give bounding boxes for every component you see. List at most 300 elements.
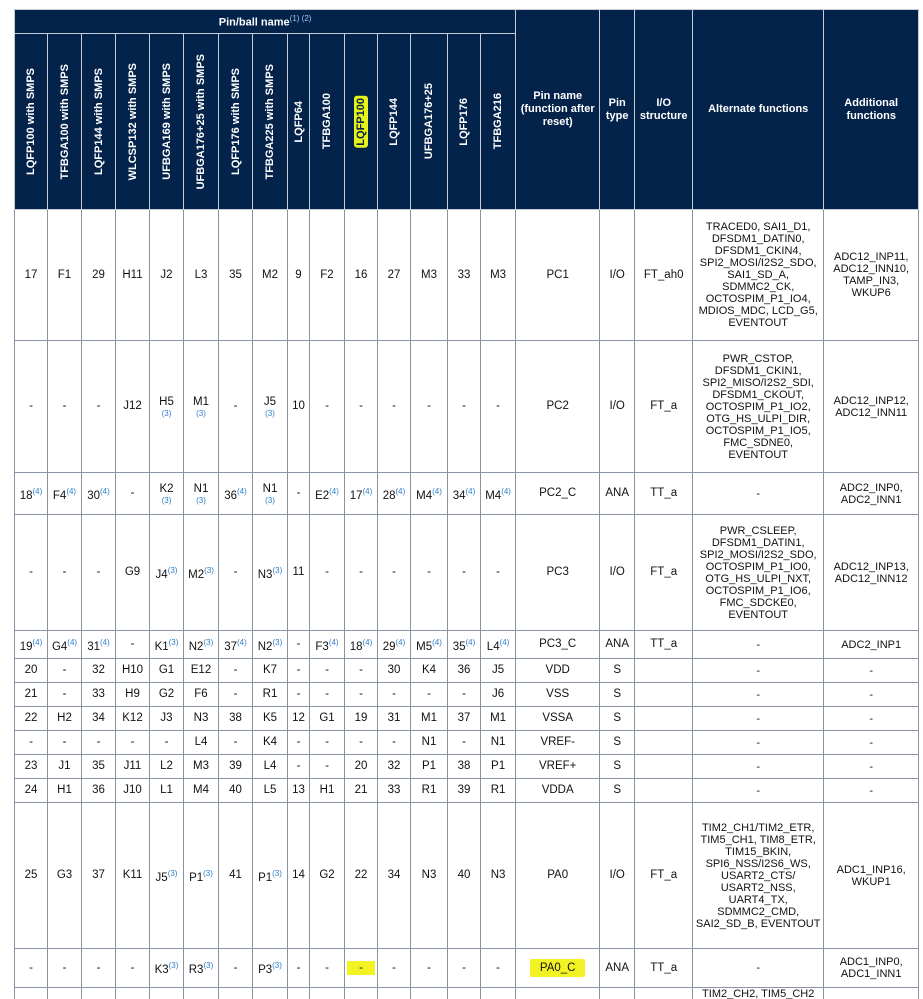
- pin-cell: G9: [116, 515, 150, 631]
- pin-cell: K7: [253, 659, 288, 683]
- pin-type-cell: S: [600, 779, 635, 803]
- footnote-ref: (3): [196, 408, 206, 418]
- pin-cell: -: [310, 949, 345, 988]
- pin-cell: M5$^{(4)}$: [411, 631, 448, 659]
- alternate-functions-cell: -: [693, 683, 824, 707]
- pin-cell: G4$^{(4)}$: [48, 631, 82, 659]
- pin-cell: M4$^{(4)}$: [411, 473, 448, 515]
- alternate-functions-cell: -: [693, 659, 824, 683]
- footnote-ref: (4): [32, 637, 43, 647]
- pin-cell: M4: [184, 779, 219, 803]
- pin-cell: 27: [378, 210, 411, 341]
- package-header: LQFP100: [345, 34, 378, 210]
- pin-cell: H9: [116, 683, 150, 707]
- pin-cell: M2: [253, 210, 288, 341]
- pin-cell: 17$^{(4)}$: [345, 473, 378, 515]
- pin-cell: 38: [448, 755, 481, 779]
- pin-cell: R1: [411, 779, 448, 803]
- pin-cell: 39: [448, 779, 481, 803]
- pin-cell: -: [448, 515, 481, 631]
- footnote-ref: (3): [203, 637, 214, 647]
- footnote-ref: (4): [362, 486, 373, 496]
- pin-cell: 13: [288, 779, 310, 803]
- package-header: UFBGA176+25 with SMPS: [184, 34, 219, 210]
- pin-cell: F2: [310, 210, 345, 341]
- pin-type-cell: S: [600, 731, 635, 755]
- footnote-ref: (3): [203, 961, 214, 971]
- pin-cell: -: [116, 949, 150, 988]
- alternate-functions-cell: TIM2_CH1/TIM2_ETR, TIM5_CH1, TIM8_ETR, TIM15_BKIN, SPI6_NSS/I2S6_WS, USART2_CTS/ USART2_NSS, UART4_TX, SDMMC2_CMD, SAI2_SD_B, EVENTOUT: [693, 803, 824, 949]
- additional-functions-cell: -: [824, 731, 919, 755]
- additional-functions-header: Additional functions: [824, 10, 919, 210]
- pin-cell: 19$^{(4)}$: [15, 631, 48, 659]
- pin-cell: 29: [82, 210, 116, 341]
- pin-cell: M3: [184, 755, 219, 779]
- io-structure-header: I/O structure: [635, 10, 693, 210]
- pin-cell: L4: [253, 755, 288, 779]
- pin-cell: 34$^{(4)}$: [448, 473, 481, 515]
- footnote-ref: (3): [161, 408, 172, 418]
- pin-cell: K2 (3): [150, 473, 184, 515]
- pin-cell: -: [219, 949, 253, 988]
- footnote-ref: (4): [67, 637, 78, 647]
- empty-cell: [48, 988, 82, 999]
- pin-cell: K12: [116, 707, 150, 731]
- pin-cell: 28$^{(4)}$: [378, 473, 411, 515]
- pin-cell: -: [411, 683, 448, 707]
- empty-cell: [15, 988, 48, 999]
- pin-cell: F3$^{(4)}$: [310, 631, 345, 659]
- footnote-ref: (3): [265, 408, 275, 418]
- empty-cell: [310, 988, 345, 999]
- pin-cell: -: [82, 515, 116, 631]
- pin-cell: H11: [116, 210, 150, 341]
- empty-cell: [219, 988, 253, 999]
- footnote-ref: (3): [204, 565, 214, 575]
- pin-cell: 32: [82, 659, 116, 683]
- pin-cell: 30$^{(4)}$: [82, 473, 116, 515]
- pin-cell: 37: [82, 803, 116, 949]
- pin-cell: 39: [219, 755, 253, 779]
- table-row: [15, 210, 919, 341]
- pin-cell: -: [345, 949, 378, 988]
- footnote-ref: (4): [395, 486, 406, 496]
- empty-cell: [481, 988, 516, 999]
- pin-cell: -: [378, 515, 411, 631]
- alternate-functions-cell: TIM2_CH2, TIM5_CH2: [693, 988, 824, 999]
- pin-cell: -: [448, 683, 481, 707]
- pin-name-cell: VDDA: [516, 779, 600, 803]
- footnote-ref: (4): [362, 637, 373, 647]
- footnote-ref: (3): [272, 961, 282, 971]
- pin-cell: R1: [253, 683, 288, 707]
- pin-cell: K5: [253, 707, 288, 731]
- io-structure-cell: FT_ah0: [635, 210, 693, 341]
- pin-cell: 25: [15, 803, 48, 949]
- additional-functions-cell: -: [824, 707, 919, 731]
- pin-cell: J6: [481, 683, 516, 707]
- pin-cell: -: [288, 731, 310, 755]
- pin-cell: -: [15, 341, 48, 473]
- pin-cell: G2: [310, 803, 345, 949]
- pin-cell: 16: [345, 210, 378, 341]
- pin-cell: 35$^{(4)}$: [448, 631, 481, 659]
- pin-cell: M3: [481, 210, 516, 341]
- pin-cell: 17: [15, 210, 48, 341]
- pin-cell: 31: [378, 707, 411, 731]
- pin-name-cell: VDD: [516, 659, 600, 683]
- empty-cell: [635, 988, 693, 999]
- table-row: [15, 473, 919, 515]
- pin-cell: N3$^{(3)}$: [253, 515, 288, 631]
- footnote-ref: (4): [100, 486, 110, 496]
- pin-cell: 36: [82, 779, 116, 803]
- pin-cell: P3$^{(3)}$: [253, 949, 288, 988]
- footnote-ref: (3): [168, 637, 179, 647]
- pin-cell: -: [378, 341, 411, 473]
- pin-cell: -: [288, 631, 310, 659]
- pinout-table: [14, 9, 919, 999]
- pin-cell: J2: [150, 210, 184, 341]
- pin-cell: R3$^{(3)}$: [184, 949, 219, 988]
- pin-name-cell: PC2_C: [516, 473, 600, 515]
- pin-cell: -: [310, 683, 345, 707]
- pin-cell: 38: [219, 707, 253, 731]
- pin-cell: -: [15, 515, 48, 631]
- pin-cell: 33: [448, 210, 481, 341]
- table-row: [15, 731, 919, 755]
- io-structure-cell: [635, 731, 693, 755]
- pin-type-cell: I/O: [600, 341, 635, 473]
- pin-cell: J11: [116, 755, 150, 779]
- empty-cell: [516, 988, 600, 999]
- pin-cell: K4: [411, 659, 448, 683]
- package-header: UFBGA176+25: [411, 34, 448, 210]
- package-header: LQFP144: [378, 34, 411, 210]
- io-structure-cell: [635, 779, 693, 803]
- pin-cell: -: [48, 659, 82, 683]
- package-header: LQFP144 with SMPS: [82, 34, 116, 210]
- pin-cell: 22: [345, 803, 378, 949]
- pin-cell: M4$^{(4)}$: [481, 473, 516, 515]
- io-structure-cell: [635, 683, 693, 707]
- pin-cell: -: [15, 731, 48, 755]
- pin-cell: -: [288, 949, 310, 988]
- pin-cell: -: [378, 731, 411, 755]
- pin-cell: K11: [116, 803, 150, 949]
- pin-cell: 32: [378, 755, 411, 779]
- pin-cell: M2$^{(3)}$: [184, 515, 219, 631]
- pin-cell: -: [378, 949, 411, 988]
- footnote-ref: (4): [100, 637, 110, 647]
- additional-functions-cell: -: [824, 779, 919, 803]
- empty-cell: [411, 988, 448, 999]
- pin-cell: H10: [116, 659, 150, 683]
- pin-cell: J1: [48, 755, 82, 779]
- alternate-functions-cell: -: [693, 473, 824, 515]
- io-structure-cell: TT_a: [635, 631, 693, 659]
- additional-functions-cell: ADC2_INP1: [824, 631, 919, 659]
- footnote-ref: (4): [465, 486, 476, 496]
- pin-cell: -: [411, 949, 448, 988]
- footnote-ref: (3): [196, 495, 206, 505]
- pin-cell: H2: [48, 707, 82, 731]
- empty-cell: [824, 988, 919, 999]
- pin-cell: 14: [288, 803, 310, 949]
- additional-functions-cell: -: [824, 755, 919, 779]
- pin-cell: 29$^{(4)}$: [378, 631, 411, 659]
- alternate-functions-cell: TRACED0, SAI1_D1, DFSDM1_DATIN0, DFSDM1_CKIN4, SPI2_MOSI/I2S2_SDO, SAI1_SD_A, SDMMC2_CK, OCTOSPIM_P1_IO4, MDIOS_MDC, LCD_G5, EVENTOUT: [693, 210, 824, 341]
- pin-type-cell: S: [600, 755, 635, 779]
- pin-cell: H1: [310, 779, 345, 803]
- pin-cell: -: [481, 949, 516, 988]
- pin-cell: 37$^{(4)}$: [219, 631, 253, 659]
- pin-cell: -: [219, 731, 253, 755]
- pin-cell: M3: [411, 210, 448, 341]
- pin-type-cell: S: [600, 683, 635, 707]
- alternate-functions-header: Alternate functions: [693, 10, 824, 210]
- empty-cell: [600, 988, 635, 999]
- pin-cell: G2: [150, 683, 184, 707]
- alternate-functions-cell: -: [693, 779, 824, 803]
- package-header: UFBGA169 with SMPS: [150, 34, 184, 210]
- package-header: WLCSP132 with SMPS: [116, 34, 150, 210]
- table-row-partial: [15, 988, 919, 999]
- pin-name-cell: PA0: [516, 803, 600, 949]
- pin-cell: -: [411, 341, 448, 473]
- table-body: [15, 210, 919, 999]
- pin-cell: 33: [82, 683, 116, 707]
- empty-cell: [150, 988, 184, 999]
- pin-cell: J3: [150, 707, 184, 731]
- pin-cell: -: [116, 473, 150, 515]
- pin-cell: F1: [48, 210, 82, 341]
- pin-cell: -: [310, 731, 345, 755]
- pin-cell: E12: [184, 659, 219, 683]
- footnote-ref: (3): [167, 868, 178, 878]
- empty-cell: [184, 988, 219, 999]
- pin-cell: 9: [288, 210, 310, 341]
- pin-cell: -: [481, 515, 516, 631]
- pin-cell: -: [15, 949, 48, 988]
- pin-cell: 30: [378, 659, 411, 683]
- pin-cell: -: [82, 731, 116, 755]
- pin-cell: 10: [288, 341, 310, 473]
- table-row: [15, 803, 919, 949]
- pin-cell: 41: [219, 803, 253, 949]
- pin-type-cell: I/O: [600, 210, 635, 341]
- pin-cell: -: [150, 731, 184, 755]
- pin-cell: M1: [411, 707, 448, 731]
- pin-cell: L3: [184, 210, 219, 341]
- pin-name-cell: PC1: [516, 210, 600, 341]
- pin-cell: K1$^{(3)}$: [150, 631, 184, 659]
- pin-type-header: Pin type: [600, 10, 635, 210]
- pin-cell: -: [48, 341, 82, 473]
- footnote-ref: (4): [237, 486, 247, 496]
- pin-cell: J12: [116, 341, 150, 473]
- pin-cell: L4: [184, 731, 219, 755]
- pin-cell: N1 (3): [253, 473, 288, 515]
- pin-cell: J5$^{(3)}$: [150, 803, 184, 949]
- pin-cell: -: [310, 659, 345, 683]
- pin-cell: J4$^{(3)}$: [150, 515, 184, 631]
- footnote-ref: (4): [501, 486, 511, 496]
- pin-cell: -: [219, 683, 253, 707]
- pin-cell: 23: [15, 755, 48, 779]
- package-header: TFBGA225 with SMPS: [253, 34, 288, 210]
- io-structure-cell: [635, 659, 693, 683]
- empty-cell: [378, 988, 411, 999]
- table-row: [15, 631, 919, 659]
- pin-cell: -: [219, 659, 253, 683]
- io-structure-cell: FT_a: [635, 341, 693, 473]
- footnote-ref: (3): [272, 565, 283, 575]
- footnote-ref: (3): [203, 868, 213, 878]
- additional-functions-cell: ADC12_INP12, ADC12_INN11: [824, 341, 919, 473]
- footnote-ref: (4): [66, 486, 77, 496]
- pin-cell: -: [481, 341, 516, 473]
- pin-cell: L1: [150, 779, 184, 803]
- pin-cell: P1: [481, 755, 516, 779]
- table-row: [15, 755, 919, 779]
- pin-cell: H1: [48, 779, 82, 803]
- table-row: [15, 659, 919, 683]
- pin-cell: -: [378, 683, 411, 707]
- io-structure-cell: FT_a: [635, 803, 693, 949]
- footnote-ref: (3): [161, 495, 172, 505]
- pin-cell: -: [288, 683, 310, 707]
- pin-cell: 22: [15, 707, 48, 731]
- pin-name-cell: VSS: [516, 683, 600, 707]
- additional-functions-cell: -: [824, 659, 919, 683]
- alternate-functions-cell: PWR_CSLEEP, DFSDM1_DATIN1, SPI2_MOSI/I2S2_SDO, OCTOSPIM_P1_IO0, OTG_HS_ULPI_NXT, OCTOSPIM_P1_IO6, FMC_SDCKE0, EVENTOUT: [693, 515, 824, 631]
- table-row: [15, 341, 919, 473]
- footnote-ref: (3): [265, 495, 275, 505]
- io-structure-cell: [635, 755, 693, 779]
- pin-cell: -: [345, 659, 378, 683]
- footnote-ref: (4): [328, 637, 339, 647]
- empty-cell: [345, 988, 378, 999]
- pin-cell: -: [448, 731, 481, 755]
- pin-cell: H5 (3): [150, 341, 184, 473]
- table-row: [15, 707, 919, 731]
- pin-cell: N3: [481, 803, 516, 949]
- pin-cell: -: [219, 515, 253, 631]
- package-header: TFBGA100 with SMPS: [48, 34, 82, 210]
- io-structure-cell: TT_a: [635, 473, 693, 515]
- pin-cell: R1: [481, 779, 516, 803]
- pin-name-cell: VREF-: [516, 731, 600, 755]
- footnote-ref: (4): [237, 637, 247, 647]
- pin-cell: L2: [150, 755, 184, 779]
- empty-cell: [288, 988, 310, 999]
- table-row: [15, 683, 919, 707]
- io-structure-cell: [635, 707, 693, 731]
- pin-cell: -: [345, 341, 378, 473]
- additional-functions-cell: ADC12_INP13, ADC12_INN12: [824, 515, 919, 631]
- pin-cell: 12: [288, 707, 310, 731]
- additional-functions-cell: ADC1_INP0, ADC1_INN1: [824, 949, 919, 988]
- pin-cell: 36$^{(4)}$: [219, 473, 253, 515]
- pin-cell: J5 (3): [253, 341, 288, 473]
- pin-cell: N1 (3): [184, 473, 219, 515]
- pin-cell: 34: [82, 707, 116, 731]
- table-row: [15, 779, 919, 803]
- pin-cell: L4$^{(4)}$: [481, 631, 516, 659]
- footnote-ref: (3): [167, 565, 178, 575]
- pin-cell: -: [345, 683, 378, 707]
- pin-name-header: Pin name (function after reset): [516, 10, 600, 210]
- footnote-ref: (4): [432, 486, 442, 496]
- footnote-ref: (4): [395, 637, 406, 647]
- pin-cell: F4$^{(4)}$: [48, 473, 82, 515]
- pin-cell: -: [219, 341, 253, 473]
- pin-cell: 21: [345, 779, 378, 803]
- additional-functions-cell: -: [824, 683, 919, 707]
- alternate-functions-cell: -: [693, 731, 824, 755]
- pin-cell: -: [310, 515, 345, 631]
- package-header: LQFP64: [288, 34, 310, 210]
- pin-cell: -: [116, 631, 150, 659]
- package-header: LQFP176: [448, 34, 481, 210]
- io-structure-cell: TT_a: [635, 949, 693, 988]
- pin-type-cell: ANA: [600, 631, 635, 659]
- pin-cell: P1$^{(3)}$: [184, 803, 219, 949]
- pin-type-cell: ANA: [600, 473, 635, 515]
- pin-cell: P1: [411, 755, 448, 779]
- pin-cell: M1: [481, 707, 516, 731]
- pin-cell: G1: [310, 707, 345, 731]
- pin-cell: -: [288, 755, 310, 779]
- pin-cell: 35: [82, 755, 116, 779]
- pin-cell: 34: [378, 803, 411, 949]
- empty-cell: [116, 988, 150, 999]
- pin-cell: 18$^{(4)}$: [15, 473, 48, 515]
- pin-cell: -: [116, 731, 150, 755]
- pin-cell: 35: [219, 210, 253, 341]
- pin-ball-name-header: Pin/ball name$^{(1) (2)}$: [15, 10, 516, 34]
- pin-cell: J5: [481, 659, 516, 683]
- table-row: [15, 515, 919, 631]
- pin-cell: J10: [116, 779, 150, 803]
- pin-cell: 18$^{(4)}$: [345, 631, 378, 659]
- alternate-functions-cell: -: [693, 707, 824, 731]
- package-header: TFBGA100: [310, 34, 345, 210]
- pin-cell: 19: [345, 707, 378, 731]
- pin-cell: -: [288, 473, 310, 515]
- pin-type-cell: I/O: [600, 515, 635, 631]
- pin-cell: N1: [411, 731, 448, 755]
- io-structure-cell: FT_a: [635, 515, 693, 631]
- pin-cell: 11: [288, 515, 310, 631]
- footnote-ref: (4): [499, 637, 510, 647]
- pin-cell: N2$^{(3)}$: [184, 631, 219, 659]
- pin-cell: 36: [448, 659, 481, 683]
- footnote-ref: (4): [432, 637, 442, 647]
- footnote-ref: (4): [32, 486, 43, 496]
- pin-cell: 40: [219, 779, 253, 803]
- pin-cell: -: [345, 515, 378, 631]
- pin-cell: -: [82, 341, 116, 473]
- pin-cell: M1 (3): [184, 341, 219, 473]
- pin-cell: -: [48, 683, 82, 707]
- pin-cell: F6: [184, 683, 219, 707]
- footnote-ref: (4): [465, 637, 476, 647]
- footnote-ref: (3): [168, 961, 179, 971]
- additional-functions-cell: ADC1_INP16, WKUP1: [824, 803, 919, 949]
- package-header: TFBGA216: [481, 34, 516, 210]
